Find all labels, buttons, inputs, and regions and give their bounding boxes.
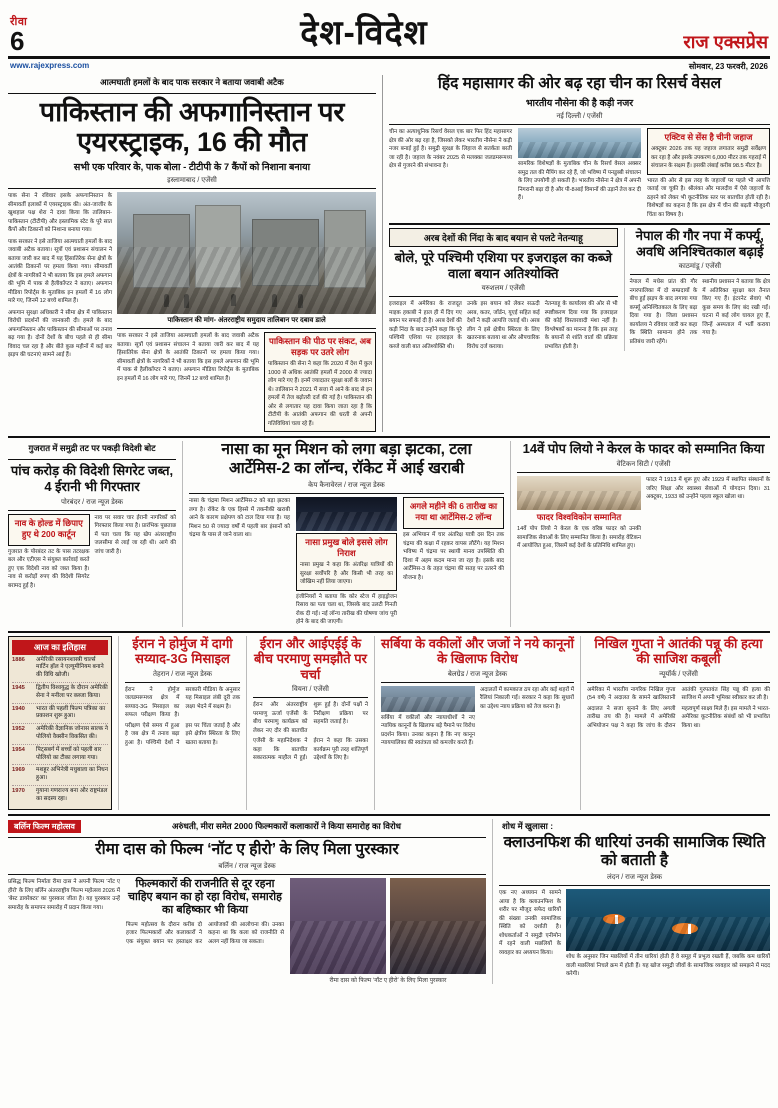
iaea-headline: ईरान और आईएईई के बीच परमाणु समझौते पर चर्चा: [254, 635, 367, 682]
nasa-inset-text: नासा प्रमुख ने कहा कि अंतरिक्ष यात्रियों की सुरक्षा सर्वोपरि है और किसी भी तरह का जोखिम नहीं लिया जाएगा।: [300, 562, 393, 586]
history-text: पिट्सबर्ग में बच्चों को पहली बार पोलियो का टीका लगाया गया।: [36, 746, 102, 761]
iran-story: [118, 636, 240, 810]
nasa-inset-title: नासा प्रमुख बोले इससे लोग निराश: [305, 537, 388, 559]
ocean-inset-title: एक्टिव से सेंस है चीनी जहाज: [664, 132, 753, 143]
nasa-col-1: नासा के चंद्रमा मिशन आर्टेमिस-2 को बड़ा झटका लगा है। रॉकेट के एक हिस्से में तकनीकी खराबी आने के कारण प्रक्षेपण को टाल दिया गया है। यह मिशन 50 से ज्यादा वर्षों में पहली बार इंसानों को चंद्रमा के पास ले जाने वाला था।: [189, 498, 290, 539]
nikhil-col-1: अमेरिका में भारतीय नागरिक निखिल गुप्ता (54 वर्ष) ने अदालत के सामने खालिस्तानी आतंकी गुरपतवंत सिंह पन्नू की हत्या की साजिश में अपनी भूमिका स्वीकार कर ली है।: [587, 686, 770, 702]
clownfish-photo-wrap: [566, 889, 770, 979]
boat-col-1: गुजरात के पोरबंदर तट के पास तटरक्षक बल और एटीएस ने संयुक्त कार्रवाई करते हुए एक विदेशी नाव को जब्त किया है। नाव से करोड़ों रुपए की विदेशी सिगरेट बरामद हुई है।: [8, 548, 90, 589]
masthead-left: [10, 14, 130, 57]
iaea-col-2: एजेंसी के महानिदेशक ने कहा कि बातचीत सकारात्मक माहौल में हुई। ईरान ने कहा कि उसका कार्यक्रम पूरी तरह शांतिपूर्ण उद्देश्यों के लिए है।: [253, 738, 368, 762]
ocean-col-3: भारत की ओर से इस तरह के जहाजों पर पहले भी आपत्ति जताई जा चुकी है। श्रीलंका और मालदीव में ऐसे जहाजों के ठहरने को लेकर भी कूटनीतिक स्तर पर बातचीत होती रही है। विशेषज्ञों का कहना है कि इस क्षेत्र में चीन की बढ़ती मौजूदगी चिंता का विषय है।: [647, 177, 770, 218]
serbia-story: [374, 636, 574, 810]
boat-inset: [8, 514, 90, 546]
boat-col-1-wrap: [8, 514, 90, 591]
edition-city: रीवा: [10, 16, 28, 29]
pope-byline: वेटिकन सिटी / एजेंसी: [616, 461, 671, 469]
film-story: [8, 819, 486, 984]
iaea-byline: वियना / एजेंसी: [292, 686, 329, 694]
top-block: [8, 75, 770, 432]
lead-text-col1: [8, 192, 112, 432]
history-year: 1970: [12, 788, 25, 795]
history-year: 1886: [12, 656, 25, 663]
masthead-right: [598, 30, 768, 54]
lead-para-2: पाक सरकार ने इसे ताजिया आत्मघाती हमलों के बाद जवाबी अटैक बताया। सूत्रों एवं प्रशासन संचालन ने बताया जारी कर बाद में यह हिंसातिरेक सेना क्षेत्रों के आतंकी ठिकानों पर हमला किया गया। सीमावर्ती क्षेत्रों के नागरिकों ने भी बताया कि इस हमले अफगान की भूमि में पाक से हैलीकॉप्टर ने बताए। अफगान मीडिया रिपोर्ट्स के मुताबिक इन हमलों में 16 लोग मारे गए, जिनमें 12 बच्चे शामिल हैं।: [8, 238, 112, 305]
serbia-byline: बेलग्रेड / राज न्यूज डेस्क: [447, 670, 508, 678]
separator-3: [8, 814, 770, 816]
lead-sidebar-text: पाकिस्तान की सेना ने कहा कि 2020 में देश में कुल 1000 से अधिक आतंकी हमलों में 2000 से ज्यादा लोग मारे गए हैं। इनमें ज्यादातर सुरक्षा बलों के जवान थे। तालिबान ने 2021 में सत्ता में आने के बाद से इन हमलों में तेज बढ़ोतरी दर्ज की गई है। पाकिस्तान की ओर से लगातार यह दावा किया जाता रहा है कि टीटीपी के आतंकी अफगान की धरती से अपनी गतिविधियां चला रहे हैं।: [268, 361, 372, 427]
history-item: [12, 745, 108, 766]
film-photo-caption: रीमा दास को फिल्म ‘नॉट ए हीरो’ के लिए मिला पुरस्कार: [329, 978, 447, 984]
lead-photo-wrap: [117, 192, 376, 432]
ocean-col-1: चीन का अत्याधुनिक रिसर्च वेसल एक बार फिर हिंद महासागर क्षेत्र की ओर बढ़ रहा है, जिसको लेकर भारतीय नौसेना ने कड़ी नजर बनाई हुई है। समुद्री सुरक्षा के लिहाज से सतर्कता बरती जा रही है। जहाज के नवंबर 2025 से मलक्का जलडमरूमध्य क्षेत्र से गुजरने की संभावना है।: [389, 129, 512, 170]
iran-byline: तेहरान / राज न्यूज डेस्क: [152, 670, 213, 678]
pope-photo: [517, 476, 641, 510]
film-photo-1: [290, 878, 386, 974]
pope-story: [510, 441, 770, 626]
history-item: [12, 704, 108, 725]
nikhil-story: [580, 636, 770, 810]
masthead-center: [130, 8, 598, 54]
nasa-headline: नासा का मून मिशन को लगा बड़ा झटका, टला आर्टेमिस-2 का लॉन्च, रॉकेट में आई खराबी: [221, 441, 472, 477]
serbia-col-1: सर्बिया में वकीलों और न्यायाधीशों ने नए न्यायिक कानूनों के खिलाफ बड़े पैमाने पर विरोध प्रदर्शन किया। उनका कहना है कि नए कानून न्यायपालिका की स्वतंत्रता को कमजोर करते हैं।: [381, 714, 475, 747]
nasa-byline: केप कैनावेरल / राज न्यूज डेस्क: [308, 482, 385, 490]
history-item: [12, 786, 108, 806]
pope-col-1: 14वें पोप लियो ने केरल के एक वरिष्ठ फादर को उनकी सामाजिक सेवाओं के लिए सम्मानित किया है। समारोह वेटिकन में आयोजित हुआ, जिसमें कई देशों के प्रतिनिधि शामिल हुए।: [517, 526, 641, 550]
israel-col-2: उनके इस बयान को लेकर सऊदी अरब, कतर, जॉर्डन, यूएई सहित कई देशों ने कड़ी आपत्ति जताई थी। अरब लीग ने इसे क्षेत्रीय स्थिरता के लिए खतरनाक बताया था और औपचारिक विरोध दर्ज कराया।: [466, 301, 540, 350]
lead-story: [8, 75, 376, 432]
nasa-side-box: [403, 497, 504, 529]
nikhil-byline: न्यूयॉर्क / एजेंसी: [659, 670, 698, 678]
lead-photo-body-a: पाक सरकार ने इसे ताजिया आत्मघाती हमलों के बाद जवाबी अटैक बताया। सूत्रों एवं प्रशासन संचालन ने बताया जारी कर बाद में यह हिंसातिरेक सेना क्षेत्रों के आतंकी ठिकानों पर हमला किया गया। सीमावर्ती क्षेत्रों के नागरिकों ने भी बताया कि इस हमले अफगान की भूमि में पाक से हैलीकॉप्टर ने बताए। अफगान मीडिया रिपोर्ट्स के मुताबिक इन हमलों में 16 लोग मारे गए, जिनमें 12 बच्चे शामिल हैं।: [117, 333, 259, 382]
separator-2: [8, 631, 770, 633]
israel-byline: यरुशलम / एजेंसी: [481, 285, 525, 293]
serbia-col-2: अदालतों में कामकाज ठप रहा और कई शहरों में रैलियां निकाली गईं। सरकार ने कहा कि सुधारों का उद्देश्य न्याय प्रक्रिया को तेज करना है।: [480, 686, 574, 710]
history-title: आज का इतिहास: [12, 640, 108, 655]
website-url[interactable]: www.rajexpress.com: [10, 61, 90, 70]
serbia-col-1-wrap: [381, 686, 475, 748]
lead-sidebar: [264, 332, 376, 432]
pope-subhead: फादर विश्वविकोन सम्मानित: [536, 512, 622, 523]
boat-kicker: गुजरात में समुद्री तट पर पकड़ी विदेशी बोट: [28, 443, 156, 454]
nepal-story: [624, 228, 770, 351]
ocean-col-3-wrap: [647, 128, 770, 219]
film-section-label: बर्लिन फिल्म महोत्सव: [8, 820, 81, 833]
history-year: 1952: [12, 726, 25, 733]
brand-logo: राज एक्सप्रेस: [683, 32, 768, 52]
masthead: [8, 6, 770, 57]
lead-photo: [117, 192, 376, 314]
boat-inset-title: नाव के होल्ड में छिपाए हुए थे 200 कार्टून: [14, 517, 83, 539]
clownfish-byline: लंदन / राज न्यूज डेस्क: [606, 874, 663, 882]
ocean-col-2-wrap: [518, 128, 641, 219]
film-subdeck: फिल्मकारों की राजनीति से दूर रहना चाहिए बयान का हो रहा विरोध, समारोह का बहिष्कार भी किया: [128, 878, 282, 917]
lead-photo-caption: पाकिस्तान की मांग- अंतरराष्ट्रीय समुदाय तालिबान पर दबाव डाले: [167, 317, 326, 325]
israel-headline: बोले, पूरे पश्चिमी एशिया पर इजराइल का कब्जे वाला बयान अतिश्योक्ति: [394, 250, 613, 281]
film-col-1: प्रसिद्ध फिल्म निर्माता रीमा दास ने अपनी फिल्म ‘नॉट ए हीरो’ के लिए बर्लिन अंतरराष्ट्रीय फिल्म महोत्सव 2026 में ‘बेस्ट डायरेक्टर’ का पुरस्कार जीता है। यह पुरस्कार उन्हें समारोह के समापन समारोह में प्रदान किया गया।: [8, 879, 120, 911]
history-item: [12, 724, 108, 745]
nepal-col-2: स्थानीय प्रशासन ने बताया कि क्षेत्र में अतिरिक्त सुरक्षा बल तैनात किए गए हैं। इंटरनेट सेवाएं भी कुछ समय के लिए बंद रखी गईं। घटना में कई लोग घायल हुए हैं, जिन्हें अस्पताल में भर्ती कराया गया है।: [702, 279, 770, 337]
serbia-photo: [381, 686, 475, 712]
boat-headline: पांच करोड़ की विदेशी सिगरेट जब्त, 4 ईरानी भी गिरफ्तार: [10, 463, 174, 495]
film-byline: बर्लिन / राज न्यूज डेस्क: [218, 863, 276, 870]
pope-headline: 14वें पोप लियो ने केरल के फादर को सम्मानित किया: [522, 441, 765, 457]
lead-headline: पाकिस्तान की अफगानिस्तान पर एयरस्ट्राइक, 16 की मौत: [39, 97, 345, 158]
iran-headline: ईरान ने होर्मुज में दागी सय्याद-3G मिसाइल: [132, 635, 233, 667]
nasa-inset: [296, 533, 397, 591]
history-item: [12, 683, 108, 704]
clownfish-col-1: एक नए अध्ययन में सामने आया है कि क्लाउनफिश के शरीर पर मौजूद सफेद धारियों की संख्या उनकी सामाजिक स्थिति को दर्शाती है। शोधकर्ताओं ने समुद्री एनीमोन में रहने वाली मछलियों के व्यवहार का अध्ययन किया।: [499, 890, 561, 956]
iran-col-1: ईरान ने होर्मुज जलडमरूमध्य क्षेत्र में सय्याद-3G मिसाइल का सफल परीक्षण किया है। सरकारी मीडिया के अनुसार यह मिसाइल लंबी दूरी तक लक्ष्य भेदने में सक्षम है।: [125, 686, 240, 719]
boat-byline: पोरबंदर / राज न्यूज डेस्क: [61, 498, 123, 506]
clownfish-photo: [566, 889, 770, 951]
iaea-story: [246, 636, 368, 810]
boat-story: [8, 441, 176, 626]
nasa-col-2: इंजीनियरों ने बताया कि कोर स्टेज में हाइड्रोजन रिसाव का पता चला था, जिसके बाद उलटी गिनती रोक दी गई। नई लॉन्च तारीख की घोषणा जांच पूरी होने के बाद की जाएगी।: [296, 593, 397, 626]
ocean-inset: [647, 128, 770, 175]
history-text: अमेरिकी रसायनशास्त्री चार्ल्स मार्टिन हॉल ने एल्यूमीनियम बनाने की विधि खोजी।: [36, 656, 104, 679]
israel-col-3: नेतन्याहू के कार्यालय की ओर से भी स्पष्टीकरण दिया गया कि इजराइल की कोई विस्तारवादी मंशा नहीं है। विश्लेषकों का मानना है कि इस तरह के बयानों से शांति वार्ता की प्रक्रिया प्रभावित होती है।: [544, 301, 618, 350]
film-kicker: अरुंधती, मीरा समेत 2000 फिल्मकारों कलाकारों ने किया समारोह का विरोध: [172, 820, 401, 831]
masthead-subbar: [8, 59, 770, 75]
nasa-photo: [296, 497, 397, 531]
iran-col-2: परीक्षण ऐसे समय में हुआ है जब क्षेत्र में तनाव बढ़ा हुआ है। पश्चिमी देशों ने इस पर चिंता जताई है और इसे क्षेत्रीय स्थिरता के लिए खतरा बताया है।: [125, 722, 240, 746]
history-item: [12, 765, 108, 786]
separator-1: [8, 436, 770, 438]
lead-kicker: आत्मघाती हमलों के बाद पाक सरकार ने बताया जवाबी अटैक: [100, 77, 284, 87]
israel-kicker: अरब देशों की निंदा के बाद बयान से पलटे नेतन्याहू: [389, 228, 618, 247]
history-year: 1940: [12, 705, 25, 712]
ocean-deck: भारतीय नौसेना की है कड़ी नजर: [525, 98, 634, 110]
nasa-col-2-wrap: [296, 497, 397, 627]
lead-para-3: अफगान सुरक्षा अधिकारी ने सीमा क्षेत्र में पाकिस्तान विरोधी प्रदर्शनों की जानकारी दी। हमले के बाद अफगानिस्तान और पाकिस्तान की सीमाओं पर तनाव बढ़ गया है। दोनों देशों के बीच पहले से ही सीमा विवाद चल रहा है और बीते कुछ महीनों में कई बार झड़प की घटनाएं सामने आई हैं।: [8, 309, 112, 359]
israel-story: [389, 228, 618, 351]
nikhil-col-2: अदालत ने सजा सुनाने के लिए अगली तारीख तय की है। मामले में अमेरिकी अभियोजन पक्ष ने कहा कि जांच के दौरान महत्वपूर्ण साक्ष्य मिले हैं। इस मामले ने भारत-अमेरिका कूटनीतिक संबंधों को भी प्रभावित किया था।: [587, 705, 770, 729]
clownfish-kicker: शोध में खुलासा :: [502, 820, 554, 831]
clownfish-headline: क्लाउनफिश की धारियां उनकी सामाजिक स्थिति को बताती है: [503, 833, 766, 869]
section-title: देश-विदेश: [300, 14, 428, 52]
ocean-byline: नई दिल्ली / एजेंसी: [556, 113, 603, 121]
lead-deck: सभी एक परिवार के, पाक बोला - टीटीपी के 7 कैंपों को निशाना बनाया: [73, 162, 311, 174]
lead-byline: इस्लामाबाद / एजेंसी: [167, 177, 217, 185]
film-photos: [290, 878, 486, 984]
history-year: 1969: [12, 767, 25, 774]
boat-col-2: नाव पर सवार चार ईरानी नागरिकों को गिरफ्तार किया गया है। प्रारंभिक पूछताछ में पता चला कि यह खेप अंतरराष्ट्रीय जलसीमा से लाई जा रही थी। आगे की जांच जारी है।: [94, 514, 176, 555]
ocean-headline: हिंद महासागर की ओर बढ़ रहा चीन का रिसर्च वेसल: [437, 75, 722, 92]
nepal-col-1: नेपाल में मधेस प्रांत की गौर नगरपालिका में दो सम्प्रदायों के बीच हुई झड़प के बाद लगाया गया कर्फ्यू अनिश्चितकाल के लिए बढ़ा दिया गया है। जिला प्रशासन कार्यालय ने रविवार जारी कर कहा कि स्थिति सामान्य होने तक प्रतिबंध जारी रहेंगे।: [629, 279, 698, 345]
lead-para-1: पाक सेना ने रविवार इसके अफगानिस्तान के सीमावर्ती इलाकों में एयरस्ट्राइक की। अंत-जाजीर के खुशहाल पक्ष शेरा ने दावा किया कि तालिबान-पाकिस्तान (टीटीपी) और इस्लामिक स्टेट के पूरे सात कैंपों और ठिकानों को निशाना बनाया गया।: [8, 193, 112, 234]
nepal-byline: काठमांडू / एजेंसी: [678, 263, 722, 271]
film-center: [126, 878, 284, 984]
right-top-column: [382, 75, 770, 432]
issue-date: सोमवार, 23 फरवरी, 2026: [688, 62, 768, 71]
middle-block: [8, 441, 770, 626]
serbia-headline: सर्बिया के वकीलों और जजों ने नये कानूनों के खिलाफ विरोध: [381, 635, 574, 667]
history-text: गुयाना गणराज्य बना और राष्ट्रमंडल का सदस्य रहा।: [36, 788, 108, 802]
clownfish-col-2: शोध के अनुसार जिन मछलियों में तीन धारियां होती हैं वे समूह में प्रभुत्व रखती हैं, जबकि कम धारियों वाली मछलियां निचले क्रम में होती हैं। यह खोज समुद्री जीवों के सामाजिक व्यवहार को समझने में मदद करेगी।: [566, 954, 770, 978]
history-year: 1954: [12, 746, 25, 753]
history-box: [8, 636, 112, 810]
israel-col-1: इजराइल में अमेरिका के राजदूत माइक हकाबी ने हाल ही में दिए गए बयान पर सफाई दी है। अरब देशों की कड़ी निंदा के बाद उन्होंने कहा कि पूरे पश्चिमी एशिया पर इजराइल के कब्जे वाली बात अतिश्योक्ति थी।: [389, 301, 462, 350]
pope-col-2: फादर ने 1913 में शुरू हुए और 1929 में स्थापित संस्थानों के जरिए शिक्षा और स्वास्थ्य सेवाओं में योगदान दिया। 31 अक्टूबर, 1933 को उन्होंने पहला स्कूल खोला था।: [646, 477, 770, 501]
iaea-col-1: ईरान और अंतरराष्ट्रीय परमाणु ऊर्जा एजेंसी के बीच परमाणु कार्यक्रम को लेकर नए दौर की बातचीत शुरू हुई है। दोनों पक्षों ने निरीक्षण प्रक्रिया पर सहमति जताई है।: [253, 702, 368, 734]
history-text: मशहूर अभिनेत्री मधुबाला का निधन हुआ।: [36, 767, 108, 782]
nasa-side-text: इस अभियान में चार अंतरिक्ष यात्री दस दिन तक चंद्रमा की कक्षा में रहकर वापस लौटेंगे। यह मिशन भविष्य में चंद्रमा पर स्थायी मानव उपस्थिति की दिशा में अहम कदम माना जा रहा है। इसके बाद आर्टेमिस-3 के तहत चंद्रमा की सतह पर उतरने की योजना है।: [403, 532, 504, 581]
history-text: अमेरिकी वैज्ञानिक जोनास साल्क ने पोलियो वैक्सीन विकसित की।: [36, 726, 108, 741]
nasa-side-title: अगले महीने की 6 तारीख का नया था आर्टेमिस-2 लॉन्च: [409, 501, 498, 523]
page-number: 6: [10, 26, 25, 57]
ocean-photo: [518, 128, 641, 158]
nepal-headline: नेपाल की गौर नपा में कर्फ्यू, अवधि अनिश्चितकाल बढ़ाई: [635, 228, 764, 259]
ocean-story: [389, 75, 770, 219]
history-year: 1945: [12, 684, 25, 691]
clownfish-story: [492, 819, 770, 984]
nikhil-headline: निखिल गुप्ता ने आतंकी पन्नू की हत्या की साजिश कबूली: [594, 635, 763, 667]
lead-sidebar-title: पाकिस्तान की पीठ पर संकट, अब सड़क पर उतरे लोग: [269, 336, 371, 358]
history-item: [12, 655, 108, 683]
film-photo-2: [390, 878, 486, 974]
nasa-story: [182, 441, 504, 626]
history-list: [12, 655, 108, 806]
nasa-col-1-wrap: [189, 497, 290, 627]
bottom-block: [8, 819, 770, 984]
history-text: भारत की पहली फिल्म पत्रिका का प्रकाशन शुरू हुआ।: [36, 705, 106, 720]
ocean-inset-text: अक्टूबर 2026 तक यह जहाज लगातार समुद्री सर्वेक्षण कर रहा है और इसके उपकरण 6,000 मीटर तक गहराई में संचालन के सक्षम हैं। इसकी लंबाई करीब 98.5 मीटर है।: [651, 146, 766, 170]
ocean-col-2: सामरिक विशेषज्ञों के मुताबिक चीन के रिसर्च वेसल अक्सर समुद्र तल की मैपिंग कर रहे हैं, जो भविष्य में पनडुब्बी संचालन के लिए उपयोगी हो सकती है। भारतीय नौसेना ने क्षेत्र में अपनी निगरानी बढ़ा दी है और पी-8आई विमानों की उड़ानें तेज कर दी हैं।: [518, 161, 641, 202]
nasa-side-wrap: [403, 497, 504, 627]
lower-block: [8, 636, 770, 810]
history-text: द्वितीय विश्वयुद्ध के दौरान अमेरिकी सेना ने मनीला पर कब्जा किया।: [36, 684, 108, 699]
film-col-3: फिल्म महोत्सव के दौरान करीब दो हजार फिल्मकारों और कलाकारों ने एक संयुक्त बयान पर हस्ताक्षर कर आयोजकों की आलोचना की। उनका कहना था कि कला को राजनीति से अलग नहीं किया जा सकता।: [126, 921, 284, 945]
israel-nepal-row: [389, 228, 770, 351]
pope-col-1-wrap: [517, 476, 641, 551]
film-headline: रीमा दास को फिल्म ‘नॉट ए हीरो’ के लिए मिला पुरस्कार: [95, 840, 399, 858]
